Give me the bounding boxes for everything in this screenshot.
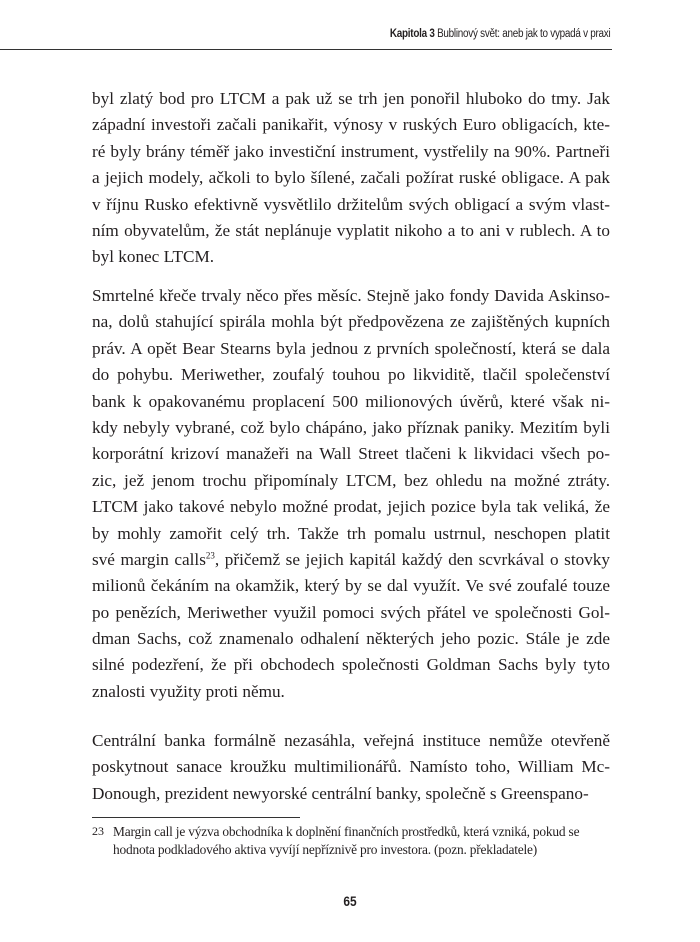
line-text: ré byly brány téměř jako investiční instrument, vystřelily na 90%. Partneři [92, 141, 610, 161]
footnote [92, 823, 602, 859]
text-line [92, 679, 610, 705]
line-text: své margin calls [92, 549, 206, 569]
paragraph-3 [92, 728, 610, 807]
line-text: západní investoři začali panikařit, výnosy v ruských Euro obligacích, kte- [92, 115, 610, 135]
line-text: Smrtelné křeče trvaly něco přes měsíc. Stejně jako fondy Davida Askinso- [92, 286, 610, 305]
line-text: na, dolů stahující spirála mohla být předpovězena ze zajištěných kupních [92, 312, 610, 332]
line-text: zic, jež jenom trochu připomínaly LTCM, bez ohledu na možné ztráty. [92, 470, 610, 490]
text-line [92, 521, 610, 547]
line-text: znalosti využity proti němu. [92, 681, 285, 701]
line-text: , přičemž se jejich kapitál každý den scvrkával o stovky [214, 549, 610, 569]
text-line [92, 415, 610, 441]
text-line [92, 441, 610, 467]
text-line [92, 652, 610, 678]
footnote-reference[interactable]: 23 [205, 550, 215, 561]
text-line [92, 781, 610, 807]
text-line [92, 218, 610, 244]
line-text: poskytnout sanace kroužku multimilionářů. Namísto toho, William Mc- [92, 757, 610, 777]
text-line [92, 283, 610, 309]
text-line [92, 389, 610, 415]
footnote-text: Margin call je výzva obchodníka k doplnění finančních prostředků, která vzniká, pokud se hodnota podkladového aktiva vyvíjí nepříznivě pro investora. (pozn. překladatele) [113, 824, 580, 857]
text-line [92, 626, 610, 652]
text-line [92, 165, 610, 191]
line-text: v říjnu Rusko efektivně vysvětlilo držitelům svých obligací a svým vlast- [92, 194, 610, 214]
text-line [92, 139, 610, 165]
line-text: Donough, prezident newyorské centrální banky, společně s Greenspano- [92, 783, 589, 803]
line-text: LTCM jako takové nebylo možné prodat, jejich pozice byla tak veliká, že [92, 497, 610, 517]
page-number: 65 [343, 893, 357, 909]
line-text: po penězích, Meriwether využil pomoci svých přátel ve společnosti Gol- [92, 602, 610, 622]
line-text: milionů čekáním na okamžik, který by se dal využít. Ve své zoufalé touze [92, 576, 610, 596]
line-text: a jejich modely, ačkoli to bylo šílené, začali požírat ruské obligace. A pak [92, 168, 610, 188]
text-line [92, 754, 610, 780]
text-line [92, 192, 610, 218]
text-line [92, 600, 610, 626]
paragraph-2 [92, 283, 610, 705]
line-text: byl zlatý bod pro LTCM a pak už se trh jen ponořil hluboko do tmy. Jak [92, 89, 610, 108]
running-header [389, 28, 610, 40]
text-line [92, 336, 610, 362]
text-line [92, 86, 610, 112]
line-text: silné podezření, že při obchodech společnosti Goldman Sachs byly tyto [92, 655, 610, 675]
text-line [92, 309, 610, 335]
footnote-rule [92, 817, 300, 818]
text-line [92, 728, 610, 754]
line-text: bank k opakovanému proplacení 500 milionových úvěrů, které však ni- [92, 391, 610, 411]
line-text: korporátní krizoví manažeři na Wall Street tlačeni k likvidaci všech po- [92, 444, 610, 464]
chapter-title: Bublinový svět: aneb jak to vypadá v praxi [436, 28, 610, 40]
chapter-label: Kapitola 3 [389, 28, 435, 40]
text-line [92, 362, 610, 388]
footnote-number: 23 [92, 824, 104, 838]
text-line [92, 244, 610, 270]
text-line [92, 112, 610, 138]
text-line [92, 494, 610, 520]
line-text: kdy nebyly vybrané, což bylo chápáno, jako příznak paniky. Mezitím byli [92, 417, 610, 437]
line-text: byl konec LTCM. [92, 247, 215, 267]
line-text: do pohybu. Meriwether, zoufalý touhou po likviditě, tlačil společenství [92, 365, 610, 385]
text-line [92, 468, 610, 494]
line-text: práv. A opět Bear Stearns byla jednou z prvních společností, která se dala [92, 338, 610, 358]
header-rule [0, 49, 612, 50]
line-text: dman Sachs, což znamenalo odhalení některých jeho pozic. Stále je zde [92, 629, 610, 649]
line-text: ním obyvatelům, že stát neplánuje vyplatit nikoho a to ani v rublech. A to [92, 220, 610, 240]
text-line [92, 547, 610, 573]
line-text: Centrální banka formálně nezasáhla, veřejná instituce nemůže otevřeně [92, 731, 610, 750]
text-line [92, 573, 610, 599]
paragraph-1 [92, 86, 610, 271]
line-text: by mohly zamořit celý trh. Takže trh pomalu ustrnul, neschopen platit [92, 523, 610, 543]
